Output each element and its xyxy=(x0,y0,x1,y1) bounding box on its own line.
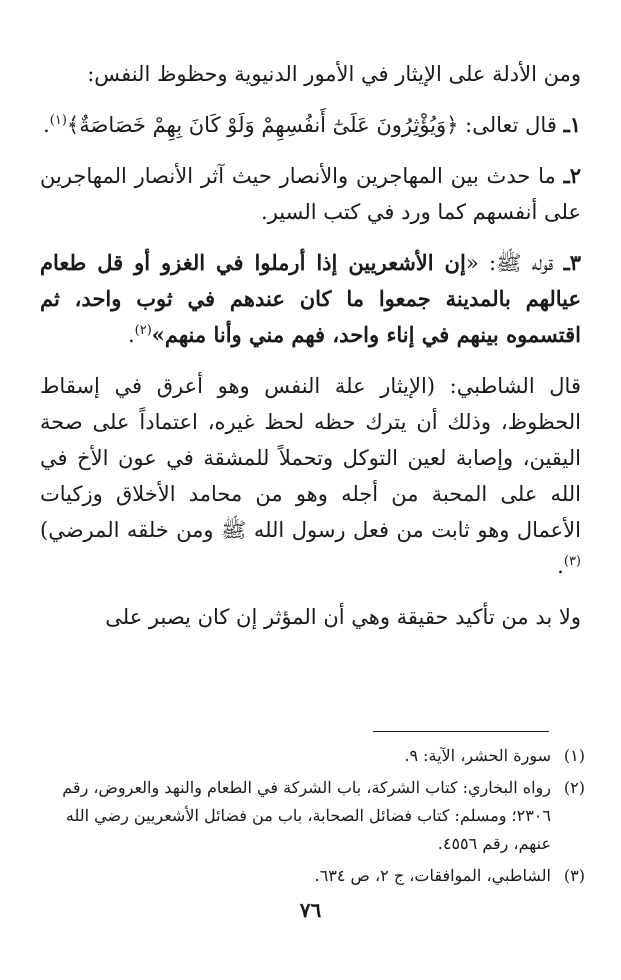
hadith-text: إن الأشعريين إذا أرملوا في الغزو أو قل طعام عيالهم بالمدينة جمعوا ما كان عندهم في ثوب واحد، ثم اقتسموه بينهم في إناء واحد، فهم مني وأنا منهم xyxy=(40,250,581,347)
item-lead: قوله ﷺ: « xyxy=(465,251,554,275)
footnote xyxy=(36,862,585,890)
footnote xyxy=(36,774,585,858)
page-number: ٧٦ xyxy=(299,898,322,922)
item-text: قال تعالى: ﴿وَيُؤْثِرُونَ عَلَىٰٓ أَنفُسِهِمْ وَلَوْ كَانَ بِهِمْ خَصَاصَةٌ﴾ xyxy=(66,113,557,137)
item-number: ٢ـ xyxy=(563,163,581,188)
footnote-ref: (٣) xyxy=(563,554,581,569)
footnote-text: رواه البخاري: كتاب الشركة، باب الشركة في الطعام والنهد والعروض، رقم ٢٣٠٦؛ ومسلم: كتاب فضائل الصحابة، باب من فضائل الأشعريين رضي الله عنهم، رقم ٤٥٥٦. xyxy=(62,778,551,853)
footnotes xyxy=(36,742,585,894)
item-text: ما حدث بين المهاجرين والأنصار حيث آثر الأنصار المهاجرين على أنفسهم كما ورد في كتب السير. xyxy=(40,164,581,224)
footnote-number: (٣) xyxy=(563,866,585,885)
evidence-item-3 xyxy=(40,245,581,353)
item-number: ١ـ xyxy=(563,112,581,137)
hadith-close: » xyxy=(151,322,165,347)
item-end: . xyxy=(43,113,50,137)
item-number: ٣ـ xyxy=(563,250,582,275)
item-end: . xyxy=(127,323,135,347)
quote-end: . xyxy=(557,554,564,578)
footnote-number: (١) xyxy=(563,746,585,765)
footnote-text: الشاطبي، الموافقات، ج ٢، ص ٦٣٤. xyxy=(314,866,551,885)
footnote-separator xyxy=(373,731,549,732)
quote-text: قال الشاطبي: (الإيثار علة النفس وهو أعرق في إسقاط الحظوظ، وذلك أن يترك حظه لحظ غيره، اعتماداً على صحة اليقين، وإصابة لعين التوكل وتحملاً للمشقة في عون الأخ في الله على المحبة من أجله وهو من محامد الأخلاق وزكيات الأعمال وهو ثابت من فعل رسول الله ﷺ ومن خلقه المرضي) xyxy=(40,374,581,542)
footnote xyxy=(36,742,585,770)
closing-paragraph: ولا بد من تأكيد حقيقة وهي أن المؤثر إن كان يصبر على xyxy=(105,605,581,629)
evidence-item-2 xyxy=(40,158,581,230)
footnote-number: (٢) xyxy=(563,778,585,797)
footnote-ref: (٢) xyxy=(134,323,152,338)
intro-paragraph: ومن الأدلة على الإيثار في الأمور الدنيوية وحظوظ النفس: xyxy=(87,62,581,86)
evidence-item-1 xyxy=(40,107,581,143)
footnote-ref: (١) xyxy=(49,113,67,128)
shatibi-quote xyxy=(40,368,581,584)
footnote-text: سورة الحشر، الآية: ٩. xyxy=(404,746,551,765)
